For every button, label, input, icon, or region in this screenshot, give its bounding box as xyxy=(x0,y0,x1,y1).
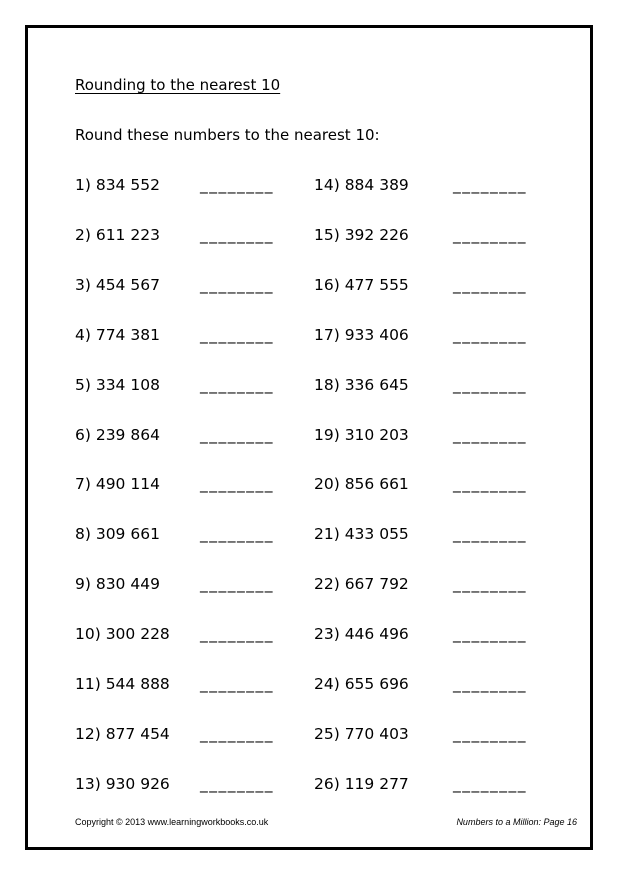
answer-blank[interactable]: ________ xyxy=(200,375,274,394)
problem-item xyxy=(75,423,315,447)
problem-number: 17) 933 406 xyxy=(314,325,409,344)
problem-item xyxy=(75,472,315,496)
problem-item xyxy=(75,772,315,796)
answer-blank[interactable]: ________ xyxy=(453,724,527,743)
answer-blank[interactable]: ________ xyxy=(200,225,274,244)
problem-item xyxy=(314,722,554,746)
problem-item xyxy=(314,472,554,496)
answer-blank[interactable]: ________ xyxy=(453,575,527,594)
problem-item xyxy=(314,273,554,297)
answer-blank[interactable]: ________ xyxy=(453,225,527,244)
problem-item xyxy=(75,223,315,247)
answer-blank[interactable]: ________ xyxy=(200,625,274,644)
problem-number: 11) 544 888 xyxy=(75,675,170,693)
problem-item xyxy=(75,323,315,347)
problem-number: 26) 119 277 xyxy=(314,774,409,793)
problem-number: 10) 300 228 xyxy=(75,625,170,644)
answer-blank[interactable]: ________ xyxy=(200,325,274,344)
problem-item xyxy=(314,622,554,646)
problem-number: 1) 834 552 xyxy=(75,176,160,194)
copyright-footer: Copyright © 2013 www.learningworkbooks.co.uk xyxy=(75,817,269,827)
problem-number: 22) 667 792 xyxy=(314,575,409,594)
problem-number: 5) 334 108 xyxy=(75,375,160,394)
answer-blank[interactable]: ________ xyxy=(200,275,274,294)
worksheet-instruction: Round these numbers to the nearest 10: xyxy=(75,126,380,144)
answer-blank[interactable]: ________ xyxy=(200,176,274,194)
problem-item xyxy=(314,522,554,546)
answer-blank[interactable]: ________ xyxy=(200,575,274,594)
problem-number: 16) 477 555 xyxy=(314,275,409,294)
problem-number: 7) 490 114 xyxy=(75,475,160,494)
problem-item xyxy=(75,672,315,696)
answer-blank[interactable]: ________ xyxy=(453,325,527,344)
problem-item xyxy=(75,273,315,297)
problem-item xyxy=(75,622,315,646)
problem-number: 8) 309 661 xyxy=(75,525,160,544)
problem-number: 9) 830 449 xyxy=(75,575,160,594)
problem-item xyxy=(75,722,315,746)
problem-number: 6) 239 864 xyxy=(75,425,160,444)
problem-number: 14) 884 389 xyxy=(314,176,409,194)
problem-item xyxy=(314,223,554,247)
answer-blank[interactable]: ________ xyxy=(200,475,274,494)
problem-number: 18) 336 645 xyxy=(314,375,409,394)
answer-blank[interactable]: ________ xyxy=(200,425,274,444)
problem-number: 13) 930 926 xyxy=(75,774,170,793)
answer-blank[interactable]: ________ xyxy=(453,475,527,494)
problem-item xyxy=(75,572,315,596)
problem-number: 19) 310 203 xyxy=(314,425,409,444)
worksheet-title: Rounding to the nearest 10 xyxy=(75,76,281,94)
problem-item xyxy=(314,572,554,596)
problem-number: 15) 392 226 xyxy=(314,225,409,244)
answer-blank[interactable]: ________ xyxy=(453,675,527,693)
problem-number: 3) 454 567 xyxy=(75,275,160,294)
answer-blank[interactable]: ________ xyxy=(453,176,527,194)
answer-blank[interactable]: ________ xyxy=(200,675,274,693)
problem-number: 4) 774 381 xyxy=(75,325,160,344)
problem-number: 23) 446 496 xyxy=(314,625,409,644)
problem-number: 21) 433 055 xyxy=(314,525,409,544)
problem-item xyxy=(314,772,554,796)
problem-item xyxy=(75,173,315,197)
problem-number: 2) 611 223 xyxy=(75,225,160,244)
problem-item xyxy=(314,423,554,447)
problem-number: 12) 877 454 xyxy=(75,724,170,743)
problem-item xyxy=(314,373,554,397)
problem-number: 25) 770 403 xyxy=(314,724,409,743)
problem-item xyxy=(75,373,315,397)
answer-blank[interactable]: ________ xyxy=(453,525,527,544)
page-label-footer: Numbers to a Million: Page 16 xyxy=(456,817,577,827)
problem-item xyxy=(314,173,554,197)
answer-blank[interactable]: ________ xyxy=(200,724,274,743)
problem-item xyxy=(75,522,315,546)
problem-number: 20) 856 661 xyxy=(314,475,409,494)
answer-blank[interactable]: ________ xyxy=(200,525,274,544)
answer-blank[interactable]: ________ xyxy=(453,375,527,394)
problem-number: 24) 655 696 xyxy=(314,675,409,693)
answer-blank[interactable]: ________ xyxy=(453,425,527,444)
answer-blank[interactable]: ________ xyxy=(453,625,527,644)
answer-blank[interactable]: ________ xyxy=(200,774,274,793)
problem-item xyxy=(314,323,554,347)
answer-blank[interactable]: ________ xyxy=(453,275,527,294)
problem-item xyxy=(314,672,554,696)
answer-blank[interactable]: ________ xyxy=(453,774,527,793)
